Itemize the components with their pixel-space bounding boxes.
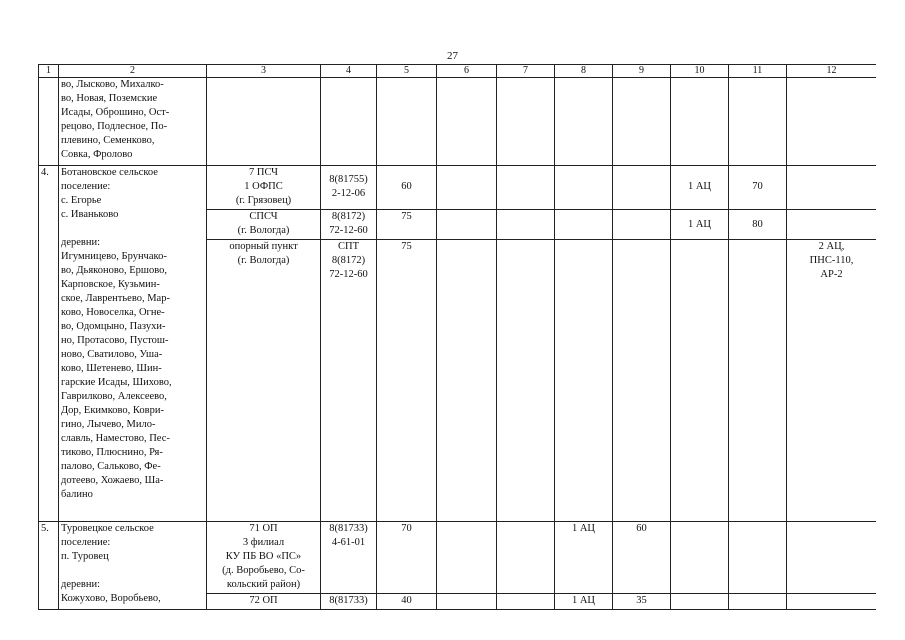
equipment-cell: 1 АЦ — [555, 522, 613, 594]
col-header: 7 — [497, 65, 555, 78]
table-row — [39, 166, 877, 210]
col-header: 1 — [39, 65, 59, 78]
villages-list: п. Туровец — [61, 551, 109, 562]
derevni-label: деревни: — [61, 579, 101, 590]
phone-cell: 8(81733) — [321, 594, 377, 610]
col-header: 9 — [613, 65, 671, 78]
time-cell: 60 — [613, 522, 671, 594]
time-cell: 70 — [729, 166, 787, 210]
equipment-cell: 1 АЦ — [555, 594, 613, 610]
settlement-title: Туровецкое сельское поселение: — [61, 523, 154, 548]
col-header: 8 — [555, 65, 613, 78]
unit-cell: 71 ОП 3 филиал КУ ПБ ВО «ПС» (д. Воробьево, Со- кольский район) — [207, 522, 321, 594]
unit-cell: СПСЧ (г. Вологда) — [207, 210, 321, 240]
distance-cell: 75 — [377, 210, 437, 240]
settlement-cell — [59, 522, 207, 610]
document-sheet — [38, 64, 876, 615]
distance-cell: 40 — [377, 594, 437, 610]
derevni-list: Кожухово, Воробьево, — [61, 593, 161, 604]
page-number: 27 — [447, 50, 458, 62]
row-number: 5. — [39, 522, 59, 610]
settlement-title: Ботановское сельское поселение: — [61, 167, 158, 192]
distance-cell: 60 — [377, 166, 437, 210]
phone-cell: 8(81755) 2-12-06 — [321, 166, 377, 210]
col-header: 4 — [321, 65, 377, 78]
phone-cell: СПТ 8(8172) 72-12-60 — [321, 240, 377, 522]
equipment-cell: 2 АЦ, ПНС-110, АР-2 — [787, 240, 877, 522]
col-header: 11 — [729, 65, 787, 78]
phone-cell: 8(81733) 4-61-01 — [321, 522, 377, 594]
equipment-cell: 1 АЦ — [671, 166, 729, 210]
col-header: 5 — [377, 65, 437, 78]
row-number: 4. — [39, 166, 59, 522]
col-header: 12 — [787, 65, 877, 78]
time-cell: 80 — [729, 210, 787, 240]
unit-cell: 7 ПСЧ 1 ОФПС (г. Грязовец) — [207, 166, 321, 210]
column-number-row — [39, 65, 877, 78]
col-header: 2 — [59, 65, 207, 78]
table-row — [39, 522, 877, 594]
unit-cell: 72 ОП — [207, 594, 321, 610]
settlement-cell — [59, 166, 207, 522]
col-header: 10 — [671, 65, 729, 78]
unit-cell: опорный пункт (г. Вологда) — [207, 240, 321, 522]
col-header: 3 — [207, 65, 321, 78]
phone-cell: 8(8172) 72-12-60 — [321, 210, 377, 240]
fire-units-table — [38, 64, 876, 610]
settlement-list: во, Лысково, Михалко- во, Новая, Поземские Исады, Оброшино, Ост- рецово, Подлесное, По- плевино, Семенково, Совка, Фролово — [59, 78, 207, 166]
equipment-cell: 1 АЦ — [671, 210, 729, 240]
villages-list: с. Егорье с. Иваньково — [61, 195, 119, 220]
derevni-label: деревни: — [61, 237, 101, 248]
col-header: 6 — [437, 65, 497, 78]
time-cell: 35 — [613, 594, 671, 610]
distance-cell: 70 — [377, 522, 437, 594]
derevni-list: Игумницево, Брунчако- во, Дьяконово, Ершово, Карповское, Кузьмин- ское, Лаврентьево, Мар- ково, Новоселка, Огне- во, Одомцыно, Пазухи- но, Протасово, Пустош- ново, Сватилово, Ушa- ково, Шетенево, Шин- гарские Исады, Шихово, Гаврилково, Алексеево, Дор, Екимково, Коври- гино, Лычево, Мило- славль, Наместово, Пес- тиково, Плюснино, Ря- палово, Сальково, Фе- дотеево, Хожаево, Ша- балино — [61, 251, 172, 500]
table-row-continuation — [39, 78, 877, 166]
distance-cell: 75 — [377, 240, 437, 522]
